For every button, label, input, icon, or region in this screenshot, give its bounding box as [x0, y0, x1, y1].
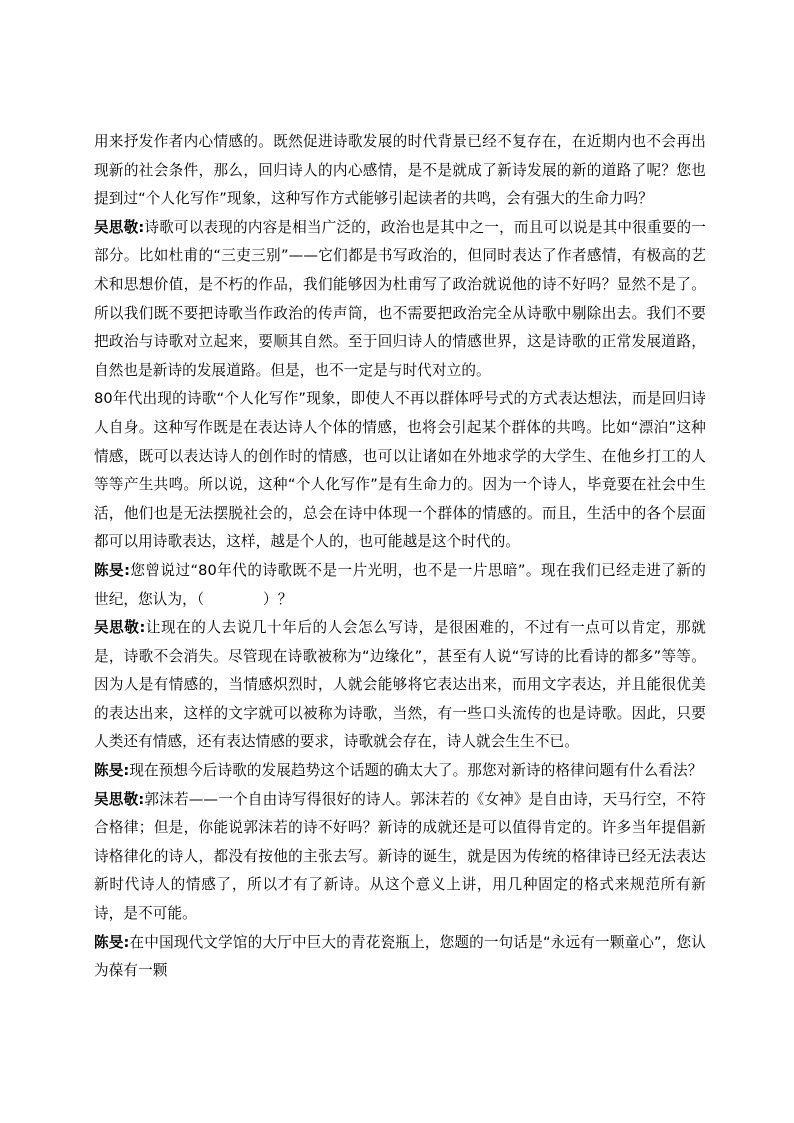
paragraph-text: 让现在的人去说几十年后的人会怎么写诗，是很困难的，不过有一点可以肯定，那就是，诗歌不会消失。尽管现在诗歌被称为“边缘化”，甚至有人说“写诗的比看诗的都多”等等。因为人是有情感的，当情感炽烈时，人就会能够将它表达出来，而用文字表达，并且能很优美的表达出来，这样的文字就可以被称为诗歌，当然，有一些口头流传的也是诗歌。因此，只要人类还有情感，还有表达情感的要求，诗歌就会存在，诗人就会生生不已。: [94, 619, 706, 751]
speaker-label: 陈旻:: [94, 933, 130, 951]
paragraph-text: 用来抒发作者内心情感的。既然促进诗歌发展的时代背景已经不复存在，在近期内也不会再出现新的社会条件，那么，回归诗人的内心感情，是不是就成了新诗发展的新的道路了呢？您也提到过“个人化写作”现象，这种写作方式能够引起读者的共鸣，会有强大的生命力吗？: [94, 133, 706, 208]
paragraph-6: [94, 757, 706, 786]
paragraph-3: [94, 385, 706, 557]
speaker-label: 陈旻:: [94, 762, 130, 780]
paragraph-text: 现在预想今后诗歌的发展趋势这个话题的确太大了。那您对新诗的格律问题有什么看法？: [129, 762, 703, 780]
paragraph-4: [94, 557, 706, 614]
paragraph-text: 您曾说过“80年代的诗歌既不是一片光明，也不是一片思暗”。现在我们已经走进了新的世纪，您认为，（ ）？: [94, 561, 706, 608]
paragraph-text: 诗歌可以表现的内容是相当广泛的，政治也是其中之一，而且可以说是其中很重要的一部分。比如杜甫的“三吏三别”——它们都是书写政治的，但同时表达了作者感情，有极高的艺术和思想价值，是不朽的作品，我们能够因为杜甫写了政治就说他的诗不好吗？显然不是了。所以我们既不要把诗歌当作政治的传声筒，也不需要把政治完全从诗歌中剔除出去。我们不要把政治与诗歌对立起来，要顺其自然。至于回归诗人的情感世界，这是诗歌的正常发展道路，自然也是新诗的发展道路。但是，也不一定是与时代对立的。: [94, 218, 706, 379]
speaker-label: 陈旻:: [94, 561, 131, 579]
paragraph-text: 在中国现代文学馆的大厅中巨大的青花瓷瓶上，您题的一句话是“永远有一颗童心”，您认为葆有一颗: [94, 933, 706, 980]
paragraph-2: [94, 214, 706, 386]
speaker-label: 吴思敬:: [94, 790, 145, 808]
paragraph-1: [94, 128, 706, 214]
paragraph-7: [94, 786, 706, 929]
paragraph-text: 80年代出现的诗歌“个人化写作”现象，即使人不再以群体呼号式的方式表达想法，而是回归诗人自身。这种写作既是在表达诗人个体的情感，也将会引起某个群体的共鸣。比如“漂泊”这种情感，既可以表达诗人的创作时的情感，也可以让诸如在外地求学的大学生、在他乡打工的人等等产生共鸣。所以说，这种“个人化写作”是有生命力的。因为一个诗人，毕竟要在社会中生活，他们也是无法摆脱社会的，总会在诗中体现一个群体的情感的。而且，生活中的各个层面都可以用诗歌表达，这样，越是个人的，也可能越是这个时代的。: [94, 390, 706, 551]
speaker-label: 吴思敬:: [94, 218, 145, 236]
speaker-label: 吴思敬:: [94, 619, 146, 637]
interview-text: [94, 128, 706, 986]
paragraph-5: [94, 614, 706, 757]
paragraph-8: [94, 929, 706, 986]
paragraph-text: 郭沫若——一个自由诗写得很好的诗人。郭沫若的《女神》是自由诗，天马行空，不符合格律；但是，你能说郭沫若的诗不好吗？新诗的成就还是可以值得肯定的。许多当年提倡新诗格律化的诗人，都没有按他的主张去写。新诗的诞生，就是因为传统的格律诗已经无法表达新时代诗人的情感了，所以才有了新诗。从这个意义上讲，用几种固定的格式来规范所有新诗，是不可能。: [94, 790, 706, 923]
